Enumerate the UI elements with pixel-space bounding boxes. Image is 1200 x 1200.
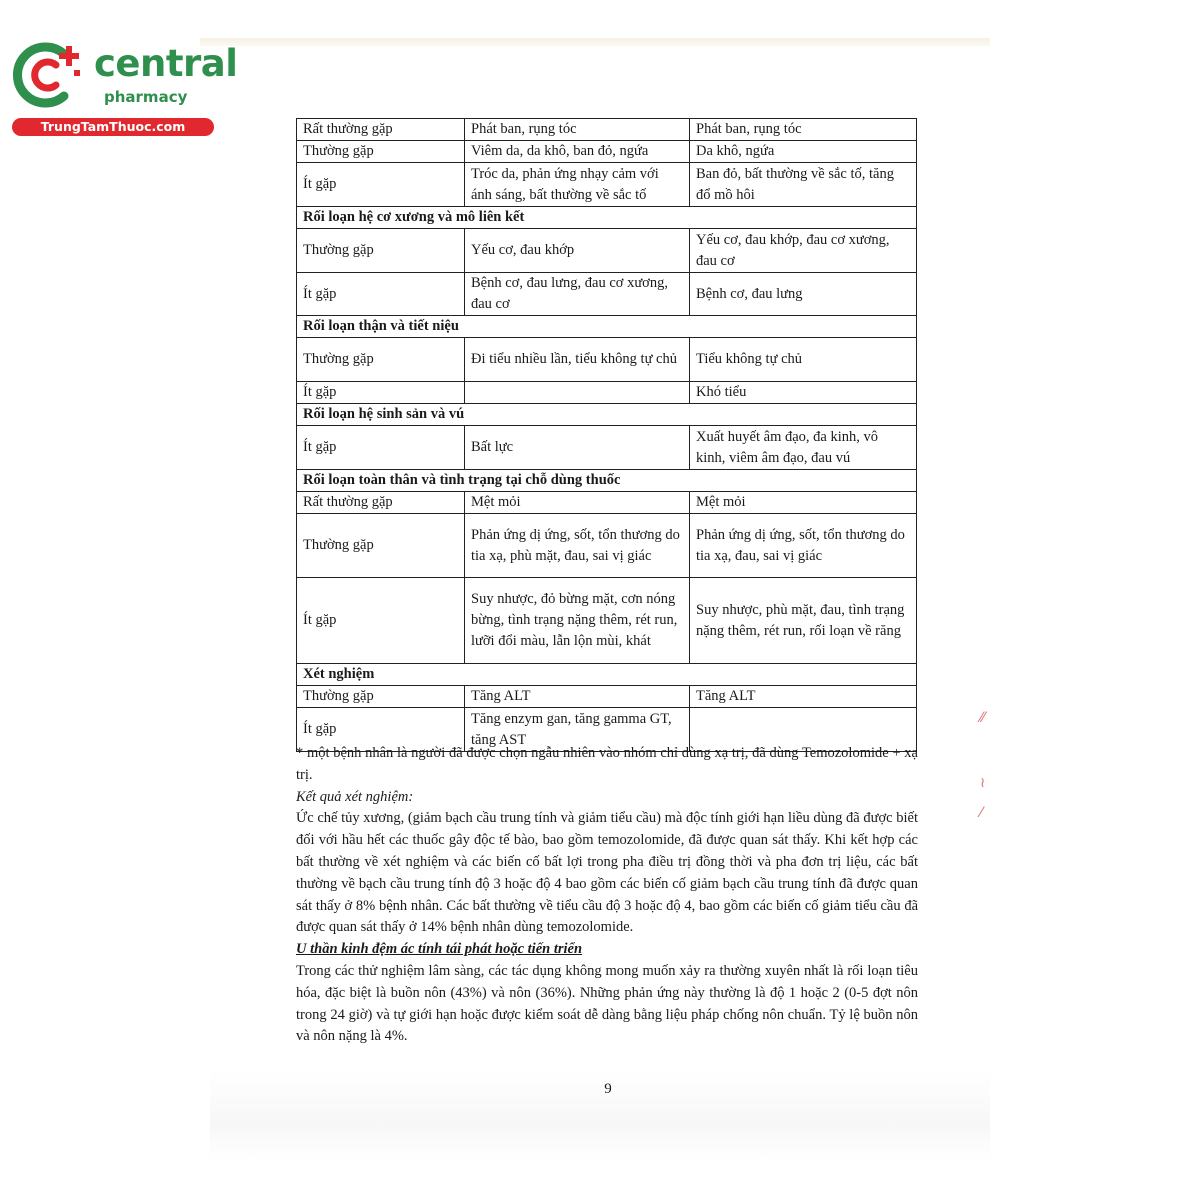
cell-group-a: Bệnh cơ, đau lưng, đau cơ xương, đau cơ [465, 273, 690, 316]
red-stamp-mark: ⁄ [980, 805, 983, 821]
cell-group-a: Tăng ALT [465, 686, 690, 708]
logo-url-badge[interactable]: TrungTamThuoc.com [12, 118, 214, 136]
table-row [297, 273, 917, 316]
logo-subtitle: pharmacy [104, 88, 188, 106]
frequency-cell: Ít gặp [297, 578, 465, 664]
lab-results-heading: Kết quả xét nghiệm: [296, 788, 414, 805]
cell-group-b: Tăng ALT [690, 686, 917, 708]
frequency-cell: Thường gặp [297, 686, 465, 708]
section-row [297, 470, 917, 492]
footnote: * một bệnh nhân là người đã được chọn ngẫu nhiên vào nhóm chỉ dùng xạ trị, đã dùng Temozolomide + xạ trị. [296, 745, 918, 783]
cell-group-a: Bất lực [465, 426, 690, 470]
section-title: Rối loạn hệ sinh sản và vú [297, 404, 917, 426]
cell-group-b: Mệt mỏi [690, 492, 917, 514]
table-row [297, 578, 917, 664]
frequency-cell: Ít gặp [297, 426, 465, 470]
cell-group-b: Bệnh cơ, đau lưng [690, 273, 917, 316]
document-body [296, 743, 918, 1048]
table-row [297, 163, 917, 207]
table-row [297, 382, 917, 404]
table-row [297, 338, 917, 382]
central-pharmacy-logo[interactable] [8, 38, 238, 138]
cell-group-b: Suy nhược, phù mặt, đau, tình trạng nặng thêm, rét run, rối loạn về răng [690, 578, 917, 664]
section-paragraph: Trong các thử nghiệm lâm sàng, các tác dụng không mong muốn xảy ra thường xuyên nhất là rối loạn tiêu hóa, đặc biệt là buồn nôn (43%) và nôn (36%). Những phản ứng này thường là độ 1 hoặc 2 (0-5 đợt nôn trong 24 giờ) và tự giới hạn hoặc được kiểm soát dễ dàng bằng liệu pháp chống nôn chuẩn. Tỷ lệ buồn nôn và nôn nặng là 4%. [296, 962, 918, 1045]
cell-group-b: Yếu cơ, đau khớp, đau cơ xương, đau cơ [690, 229, 917, 273]
cell-group-a: Phản ứng dị ứng, sốt, tổn thương do tia xạ, phù mặt, đau, sai vị giác [465, 514, 690, 578]
cell-group-a: Đi tiểu nhiều lần, tiểu không tự chủ [465, 338, 690, 382]
cell-group-b: Phát ban, rụng tóc [690, 119, 917, 141]
frequency-cell: Rất thường gặp [297, 492, 465, 514]
section-row [297, 404, 917, 426]
frequency-cell: Ít gặp [297, 163, 465, 207]
section-title: Rối loạn thận và tiết niệu [297, 316, 917, 338]
table-row [297, 119, 917, 141]
table-row [297, 492, 917, 514]
logo-icon [12, 38, 92, 112]
cell-group-a: Tăng enzym gan, tăng gamma GT, tăng AST [465, 708, 690, 752]
logo-brand-name: central [94, 42, 238, 85]
frequency-cell: Thường gặp [297, 229, 465, 273]
cell-group-a: Phát ban, rụng tóc [465, 119, 690, 141]
cell-group-a: Mệt mỏi [465, 492, 690, 514]
section-title: Rối loạn hệ cơ xương và mô liên kết [297, 207, 917, 229]
frequency-cell: Ít gặp [297, 708, 465, 752]
frequency-cell: Thường gặp [297, 338, 465, 382]
table-row [297, 686, 917, 708]
section-heading: U thần kinh đệm ác tính tái phát hoặc tiến triển [296, 941, 583, 958]
frequency-cell: Ít gặp [297, 382, 465, 404]
frequency-cell: Thường gặp [297, 514, 465, 578]
adverse-effects-table [296, 118, 917, 752]
table-row [297, 426, 917, 470]
cell-group-b: Phản ứng dị ứng, sốt, tổn thương do tia xạ, đau, sai vị giác [690, 514, 917, 578]
cell-group-b: Xuất huyết âm đạo, đa kinh, vô kinh, viêm âm đạo, đau vú [690, 426, 917, 470]
section-title: Rối loạn toàn thân và tình trạng tại chỗ dùng thuốc [297, 470, 917, 492]
table-row [297, 141, 917, 163]
section-row [297, 207, 917, 229]
section-row [297, 664, 917, 686]
cell-group-a: Viêm da, da khô, ban đỏ, ngứa [465, 141, 690, 163]
red-stamp-mark: ⁄⁄ [980, 710, 985, 726]
page-number: 9 [604, 1081, 612, 1097]
cell-group-b: Tiểu không tự chủ [690, 338, 917, 382]
frequency-cell: Thường gặp [297, 141, 465, 163]
table-row [297, 514, 917, 578]
cell-group-b: Da khô, ngứa [690, 141, 917, 163]
red-stamp-mark: ≀ [980, 775, 986, 791]
cell-group-a: Suy nhược, đỏ bừng mặt, cơn nóng bừng, tình trạng nặng thêm, rét run, lưỡi đổi màu, lẫn lộn mùi, khát [465, 578, 690, 664]
cell-group-a: Tróc da, phản ứng nhạy cảm với ánh sáng, bất thường về sắc tố [465, 163, 690, 207]
cell-group-b: Khó tiểu [690, 382, 917, 404]
frequency-cell: Ít gặp [297, 273, 465, 316]
scan-edge-top [200, 38, 990, 46]
lab-results-paragraph: Ức chế tủy xương, (giảm bạch cầu trung tính và giảm tiểu cầu) mà độc tính giới hạn liều dùng đã được biết đối với hầu hết các thuốc gây độc tế bào, bao gồm temozolomide, đã được quan sát thấy. Khi kết hợp các bất thường về xét nghiệm và các biến cố bất lợi trong pha điều trị đồng thời và pha đơn trị liệu, các bất thường về bạch cầu trung tính độ 3 hoặc độ 4 bao gồm các biến cố giảm bạch cầu trung tính đã được quan sát thấy ở 8% bệnh nhân. Các bất thường về tiểu cầu độ 3 hoặc độ 4, bao gồm các biến cố giảm tiểu cầu đã được quan sát thấy ở 14% bệnh nhân dùng temozolomide. [296, 810, 918, 936]
cell-group-a: Yếu cơ, đau khớp [465, 229, 690, 273]
section-title: Xét nghiệm [297, 664, 917, 686]
cell-group-a [465, 382, 690, 404]
frequency-cell: Rất thường gặp [297, 119, 465, 141]
section-row [297, 316, 917, 338]
cell-group-b: Ban đỏ, bất thường về sắc tố, tăng đổ mồ hôi [690, 163, 917, 207]
table-row [297, 229, 917, 273]
